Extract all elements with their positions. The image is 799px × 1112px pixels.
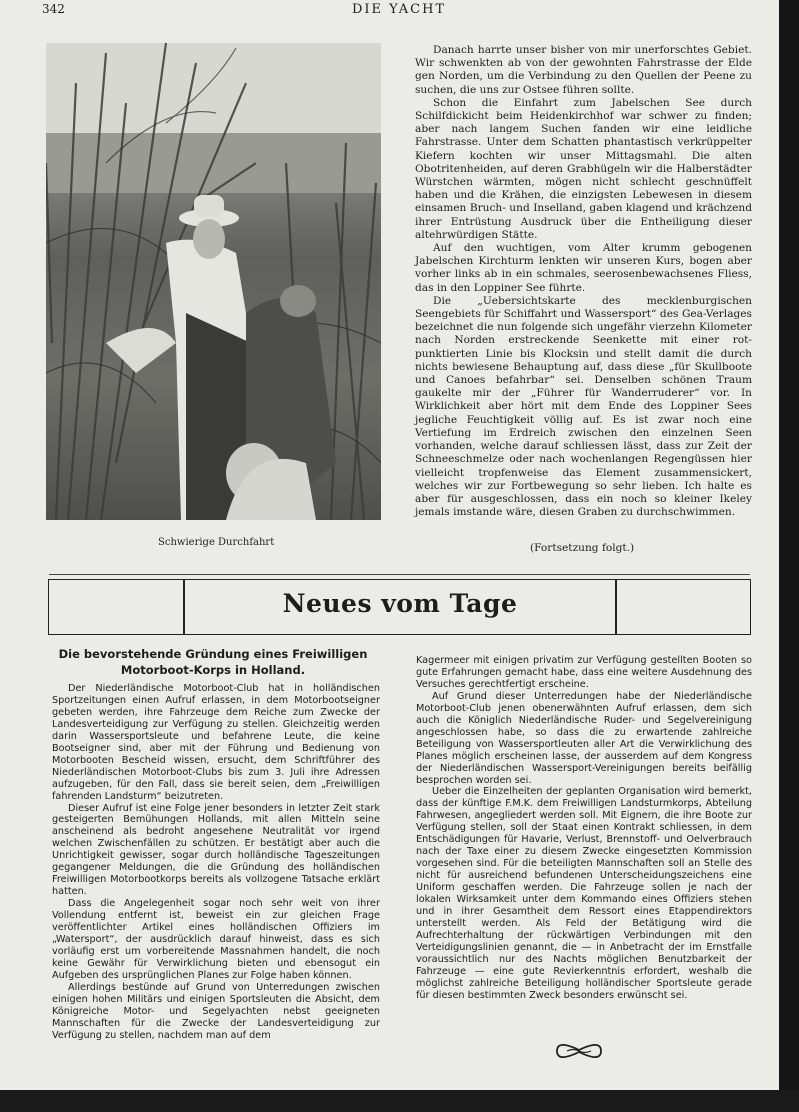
page-number: 342 <box>42 2 65 16</box>
reed-photo-illustration <box>46 43 381 520</box>
article-title-line: Motorboot-Korps in Holland. <box>120 663 306 677</box>
scan-edge-right <box>779 0 799 1112</box>
paragraph: Dass die Angelegenheit sogar noch sehr weit von ihrer Vollendung entfernt ist, beweist ein zur gleichen Frage veröffentlichter Artikel eines holländischen Offiziers im „Watersport“, der ausdrücklich darauf hinweist, dass es sich vorläufig erst um vorbereitende Massnahmen handelt, die noch keine Gewähr für Verwirklichung bieten und ebensogut ein Aufgeben des ursprünglichen Planes zur Folge haben können. <box>52 898 380 981</box>
banner-rule <box>49 574 750 575</box>
section-banner <box>48 579 751 635</box>
paragraph: Dieser Aufruf ist eine Folge jener besonders in letzter Zeit stark gesteigerten Bemühungen Hollands, mit allen Mitteln seine anscheinend als bedroht angesehene Neutralität vor irgend welchen Zwischenfällen zu schützen. Er bestätigt aber auch die Unrichtigkeit gewisser, sogar durch holländische Tageszeitungen gegangener Meldungen, die die Gründung des holländischen Freiwilligen Motorbootkorps bereits als vollzogene Tatsache erklärt hatten. <box>52 802 380 898</box>
paragraph: Allerdings bestünde auf Grund von Unterredungen zwischen einigen hohen Militärs und einigen Sportsleuten die Absicht, dem Königreiche Motor- und Segelyachten nebst geeigneten Mannschaften für die Zwecke der Landesverteidigung zur Verfügung zu stellen, nachdem man auf dem <box>52 981 380 1041</box>
paragraph: Danach harrte unser bisher von mir unerforschtes Gebiet. Wir schwenkten ab von der gewohnten Fahrstrasse der Elde gen Norden, um die Verbindung zu den Quellen der Peene zu suchen, die uns zur Ostsee führen sollte. <box>415 44 752 96</box>
article-column-right <box>416 655 752 1002</box>
paragraph: Ueber die Einzelheiten der geplanten Organisation wird bemerkt, dass der künftige F.M.K. dem Freiwilligen Landsturmkorps, Abteilung Fahrwesen, angegliedert werden soll. Mit Eignern, die ihre Boote zur Verfügung stellen, soll der Staat einen Kontrakt schliessen, in dem Entschädigungen für Havarie, Verlust, Brennstoff- und Oelverbrauch nach der Taxe einer zu diesem Zwecke eingesetzten Kommission vorgesehen sind. Für die beteiligten Mannschaften soll an Stelle des nicht für ausreichend befundenen Unterscheidungszeichens eine Uniform geschaffen werden. Die Fahrzeuge sollen je nach der lokalen Wirksamkeit unter dem Kommando eines Offiziers stehen und in ihrer Gesamtheit dem Ressort eines Etappendirektors unterstellt werden. Als Feld der Betätigung wird die Aufrechterhaltung der rückwärtigen Verbindungen mit den Verteidigungslinien genannt, die — in Anbetracht der im Ernstfalle voraussichtlich nur des Nachts möglichen Benutzbarkeit der Fahrzeuge — eine gute Revierkenntnis erfordert, weshalb die möglichst zahlreiche Beteiligung holländischer Sportsleute gerade für diesen bestimmten Zweck besonders erwünscht sei. <box>416 786 752 1001</box>
paragraph: Schon die Einfahrt zum Jabelschen See durch Schilfdickicht beim Heidenkirchhof war schwer zu finden; aber nach langem Suchen fanden wir eine leidliche Fahrstrasse. Unter dem Schatten phantastisch verkrüppelter Kiefern kochten wir unser Mittagsmahl. Die alten Obotritenheiden, auf deren Grabhügeln wir die Halberstädter Würstchen wärmten, mögen nicht schlecht geschnüffelt haben und die Krähen, die einzigsten Lebewesen in diesem einsamen Bruch- und Inselland, gaben klagend und krächzend ihrer Entrüstung Ausdruck über die Entheiligung dieser altehrwürdigen Stätte. <box>415 96 752 241</box>
photograph <box>46 43 381 520</box>
story-continuation <box>415 44 752 519</box>
article-title-line: Die bevorstehende Gründung eines Freiwilligen <box>58 647 368 661</box>
paragraph: Auf Grund dieser Unterredungen habe der Niederländische Motorboot-Club jenen obenerwähnten Aufruf erlassen, dem sich auch die Königlich Niederländische Ruder- und Segelvereinigung angeschlossen habe, so dass die zu erwartende zahlreiche Beteiligung von Wassersportleuten aller Art die Verwirklichung des Planes möglich erscheinen lasse, der ausserdem auf dem Kongress der Niederländischen Wassersport-Vereinigungen bereits beifällig besprochen worden sei. <box>416 690 752 786</box>
paragraph: Die „Uebersichtskarte des mecklenburgischen Seengebiets für Schiffahrt und Wassersport“ des Gea-Verlages bezeichnet die nun folgende sich ungefähr vierzehn Kilometer nach Norden erstreckende Seenkette mit einer rot-punktierten Linie bis Klocksin und stellt damit die durch nichts bewiesene Behauptung auf, dass diese „für Skullboote und Canoes befahrbar“ sei. Denselben schönen Traum gaukelte mir der „Führer für Wanderruderer“ vor. In Wirklichkeit aber hört mit dem Ende des Loppiner Sees jegliche Feuchtigkeit völlig auf. Es ist zwar noch eine Vertiefung im Erdreich zwischen den einzelnen Seen vorhanden, welche darauf schliessen lässt, dass zur Zeit der Schneeschmelze oder nach wochenlangen Regengüssen hier vielleicht tropfenweise das Element zusammensickert, welches wir zur Fortbewegung so sehr lieben. Ich halte es aber für ausgeschlossen, dass ein noch so kleiner Ikeley jemals imstande wäre, diesen Graben zu durchschwimmen. <box>415 294 752 519</box>
scan-edge-bottom <box>0 1090 799 1112</box>
photo-caption: Schwierige Durchfahrt <box>158 537 275 548</box>
ornament-icon <box>553 1041 605 1061</box>
paragraph: Der Niederländische Motorboot-Club hat in holländischen Sportzeitungen einen Aufruf erlassen, in dem Motorbootseigner gebeten werden, ihre Fahrzeuge dem Reiche zum Zwecke der Landesverteidigung zur Verfügung zu stellen. Gleichzeitig werden darin Wassersportsleute und befahrene Leute, die keine Bootseigner sind, aber mit der Führung und Bedienung von Motorbooten Bescheid wissen, ersucht, dem Schriftführer des Niederländischen Motorboot-Clubs bis zum 3. Juli ihre Adressen aufzugeben, für den Fall, dass sie bereit seien, dem „Freiwilligen fahrenden Landsturm“ beizutreten. <box>52 683 380 802</box>
journal-title: DIE YACHT <box>352 2 447 17</box>
article-column-left <box>52 683 380 1042</box>
banner-divider <box>615 580 617 634</box>
paragraph: Kagermeer mit einigen privatim zur Verfügung gestellten Booten so gute Erfahrungen gemacht habe, dass eine weitere Ausdehnung des Versuches gerechtfertigt erscheine. <box>416 655 752 690</box>
to-be-continued: (Fortsetzung folgt.) <box>530 542 635 554</box>
article-title <box>48 646 378 678</box>
section-title: Neues vom Tage <box>282 589 518 618</box>
paragraph: Auf den wuchtigen, vom Alter krumm gebogenen Jabelschen Kirchturm lenkten wir unseren Kurs, bogen aber vorher links ab in ein schmales, seerosenbewachsenes Fliess, das in den Loppiner See führte. <box>415 242 752 294</box>
